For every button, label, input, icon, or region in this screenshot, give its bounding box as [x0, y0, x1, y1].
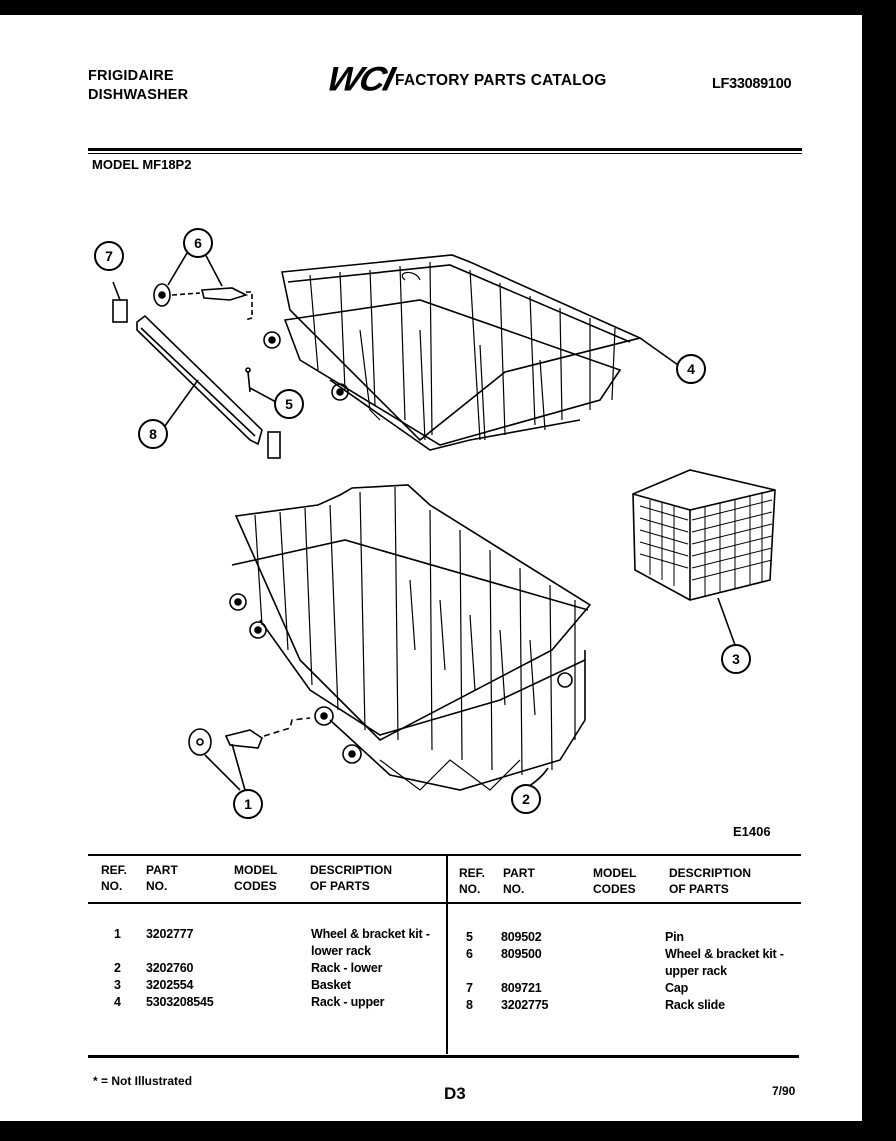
header-model-codes-left: MODEL CODES [234, 863, 278, 893]
lower-rack-drawing [230, 485, 590, 790]
part-no: 3202554 [146, 978, 194, 992]
pin-drawing [246, 368, 276, 402]
ref-no: 4 [114, 995, 121, 1009]
header-ref-no-left: REF. NO. [101, 863, 128, 893]
revision-date: 7/90 [772, 1084, 796, 1098]
brand-name: FRIGIDAIRE [88, 68, 174, 84]
description: Cap [665, 981, 689, 995]
catalog-page [0, 15, 862, 1121]
description: Wheel & bracket kit - lower rack [311, 927, 430, 958]
callout-4: 4 [676, 354, 706, 384]
header-part-no-right: PART NO. [503, 866, 535, 896]
description: Rack slide [665, 998, 725, 1012]
catalog-number: LF33089100 [712, 76, 792, 92]
description: Rack - lower [311, 961, 383, 975]
ref-no: 8 [466, 998, 473, 1012]
header-model-codes-right: MODEL CODES [593, 866, 637, 896]
header-rule [88, 148, 802, 151]
part-no: 5303208545 [146, 995, 214, 1009]
table-header-rule-left [88, 902, 446, 904]
table-top-rule [88, 854, 801, 856]
ref-no: 3 [114, 978, 121, 992]
page-number: D3 [444, 1084, 466, 1103]
callout-1: 1 [233, 789, 263, 819]
wci-logo: WCI [323, 59, 397, 98]
basket-drawing [633, 470, 775, 645]
part-no: 3202760 [146, 961, 194, 975]
table-bottom-rule [88, 1055, 799, 1058]
exploded-parts-diagram [80, 225, 820, 845]
upper-wheel-bracket-drawing [154, 248, 252, 320]
callout-5: 5 [274, 389, 304, 419]
not-illustrated-note: * = Not Illustrated [93, 1074, 193, 1088]
model-number: MODEL MF18P2 [92, 157, 192, 172]
header-rule-thin [88, 153, 802, 154]
catalog-title: FACTORY PARTS CATALOG [395, 72, 607, 89]
callout-3: 3 [721, 644, 751, 674]
ref-no: 1 [114, 927, 121, 941]
part-no: 809500 [501, 947, 542, 961]
ref-no: 6 [466, 947, 473, 961]
table-column-divider [446, 854, 448, 1054]
description: Basket [311, 978, 351, 992]
description: Rack - upper [311, 995, 385, 1009]
ref-no: 2 [114, 961, 121, 975]
part-no: 809502 [501, 930, 542, 944]
part-no: 809721 [501, 981, 542, 995]
part-no: 3202777 [146, 927, 194, 941]
ref-no: 7 [466, 981, 473, 995]
table-header-rule-right [448, 902, 801, 904]
part-no: 3202775 [501, 998, 549, 1012]
header-ref-no-right: REF. NO. [459, 866, 486, 896]
header-description-right: DESCRIPTION OF PARTS [669, 866, 752, 896]
header-description-left: DESCRIPTION OF PARTS [310, 863, 393, 893]
table-row [114, 926, 121, 943]
callout-2: 2 [511, 784, 541, 814]
upper-rack-drawing [264, 255, 678, 450]
description: Wheel & bracket kit - upper rack [665, 947, 784, 978]
product-name: DISHWASHER [88, 87, 189, 103]
callout-6: 6 [183, 228, 213, 258]
ref-no: 5 [466, 930, 473, 944]
description: Pin [665, 930, 684, 944]
header-part-no-left: PART NO. [146, 863, 178, 893]
callout-7: 7 [94, 241, 124, 271]
header-brand-block [88, 67, 188, 105]
lower-wheel-bracket-drawing [189, 718, 310, 790]
figure-id: E1406 [733, 824, 771, 839]
callout-8: 8 [138, 419, 168, 449]
